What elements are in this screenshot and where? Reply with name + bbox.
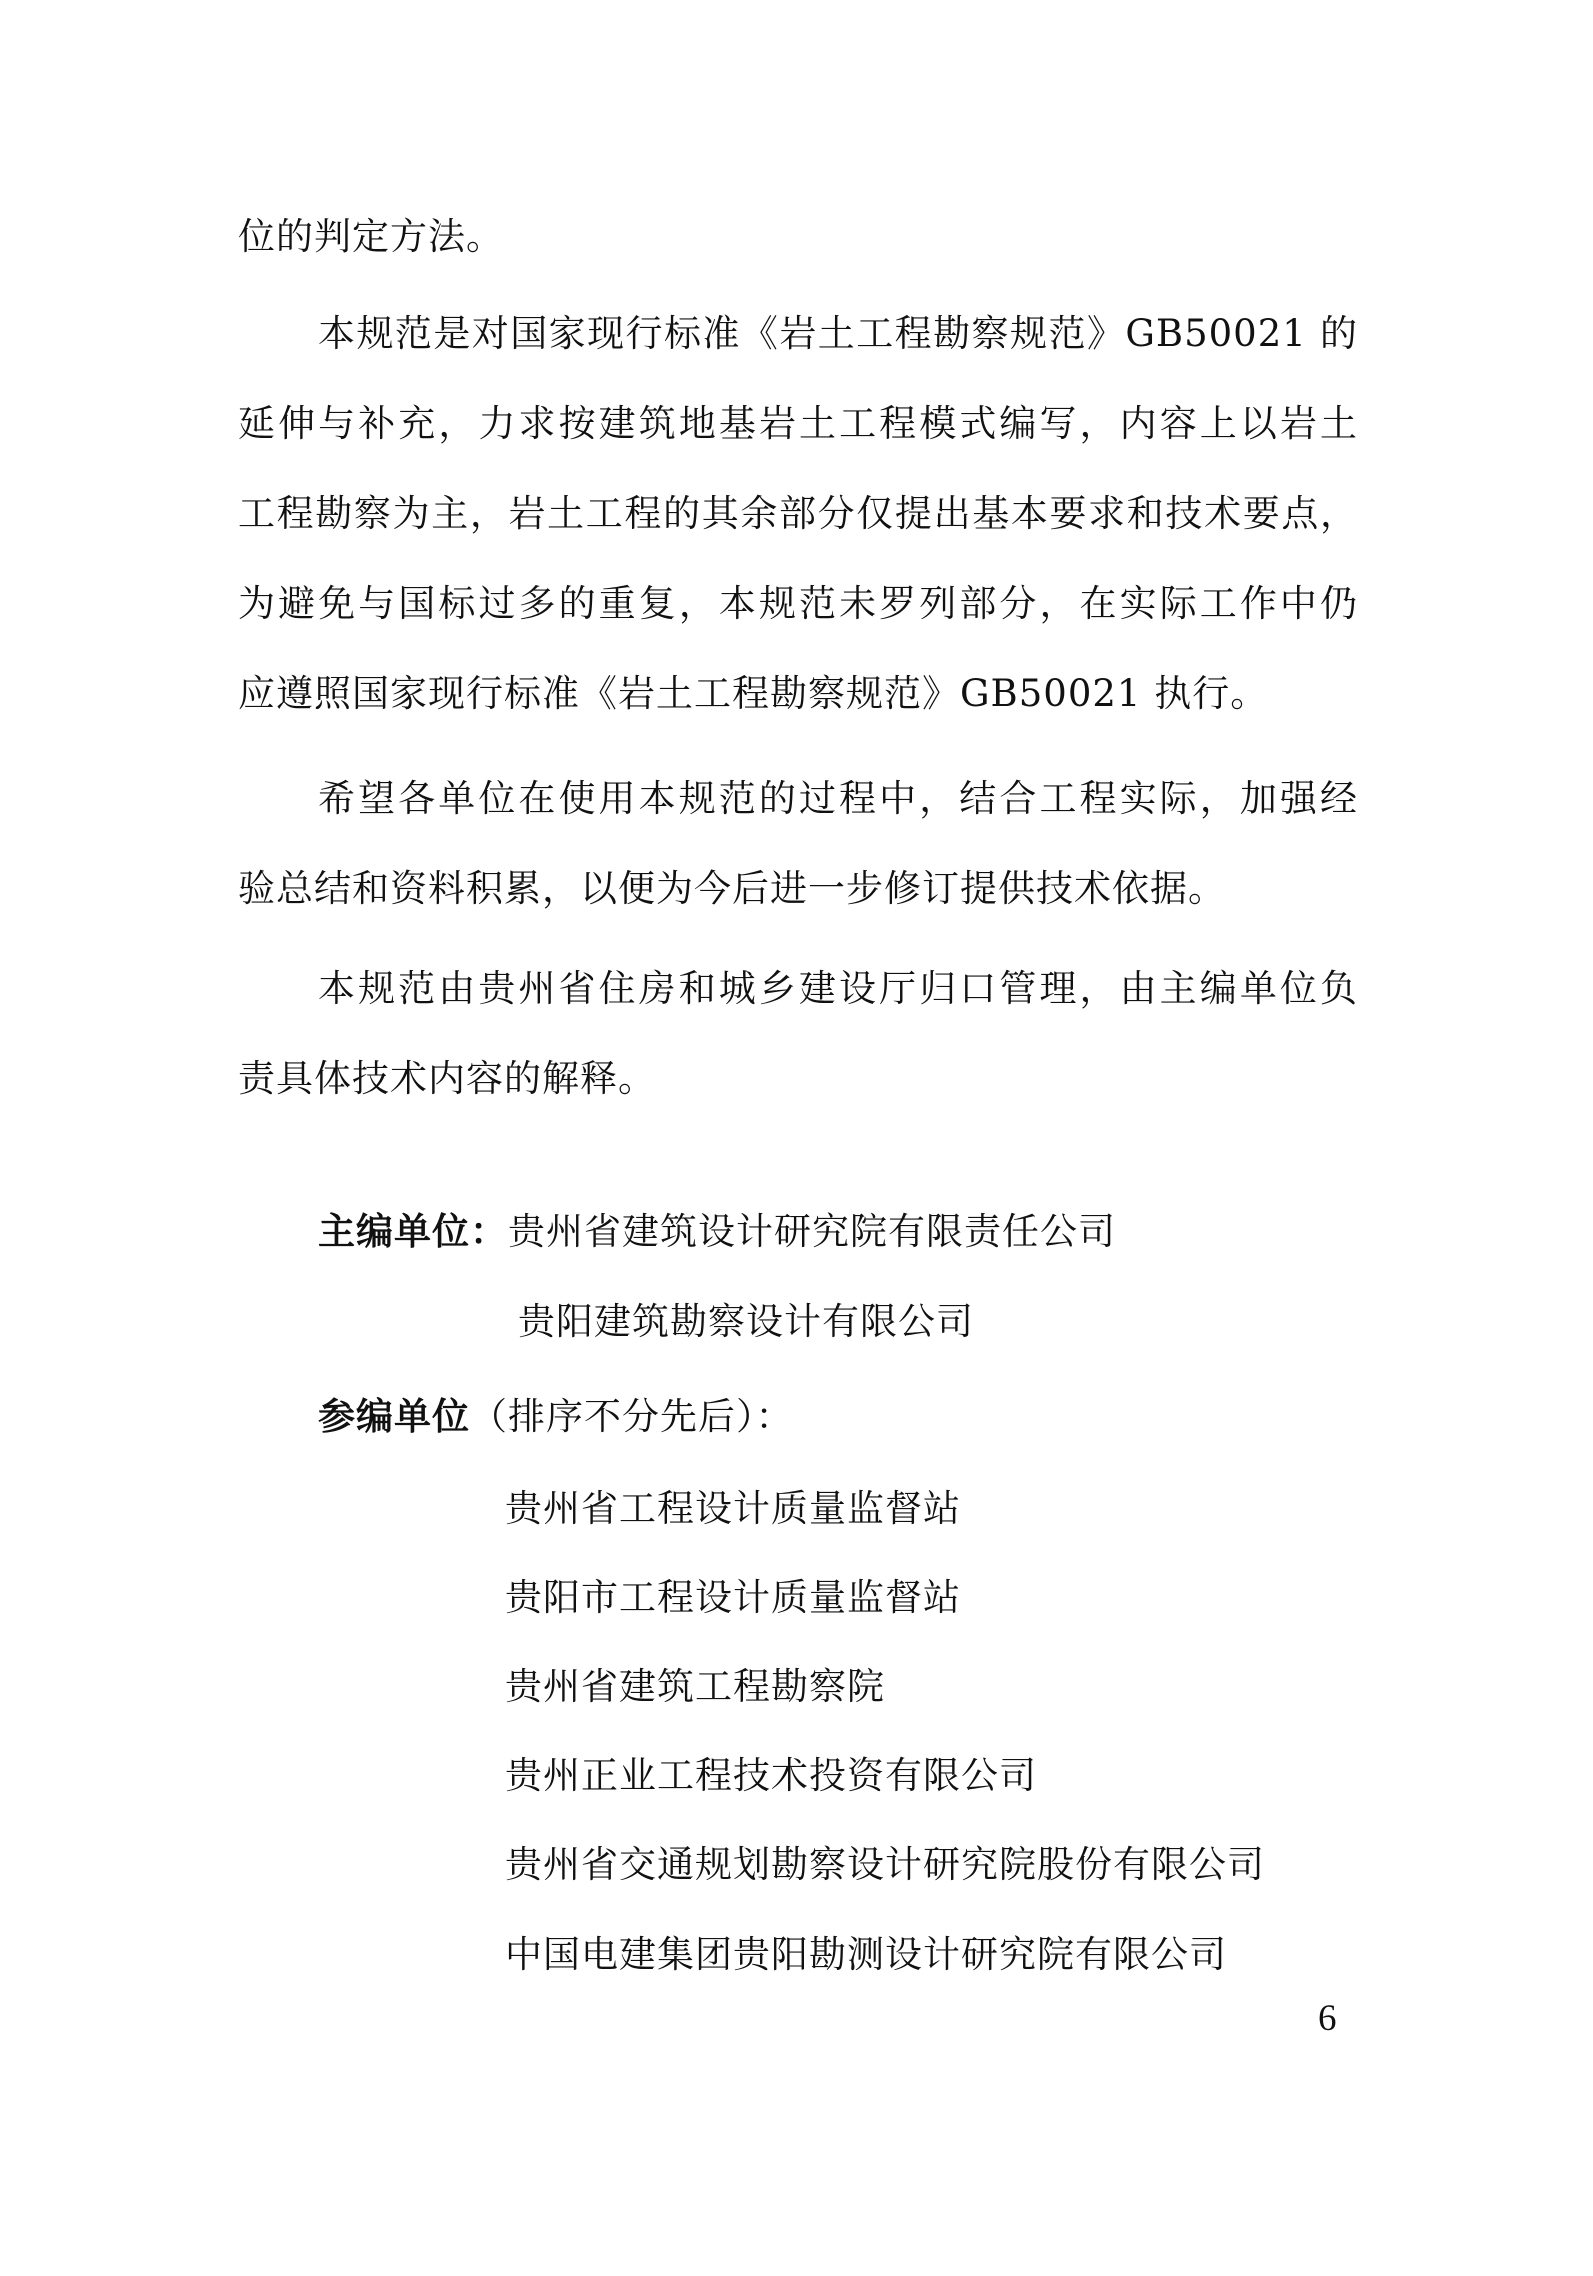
- participating-units-heading: [318, 1394, 1358, 1440]
- paragraph-line: 工程勘察为主，岩土工程的其余部分仅提出基本要求和技术要点，: [238, 492, 1358, 535]
- participating-unit-item: 中国电建集团贵阳勘测设计研究院有限公司: [505, 1933, 1227, 1976]
- chief-unit-first: 贵州省建筑设计研究院有限责任公司: [508, 1210, 1116, 1253]
- paragraph-line: 责具体技术内容的解释。: [238, 1057, 656, 1100]
- chief-units-line: [318, 1209, 1358, 1255]
- paragraph-line: 希望各单位在使用本规范的过程中，结合工程实际，加强经: [318, 777, 1358, 820]
- participating-unit-item: 贵州正业工程技术投资有限公司: [505, 1754, 1037, 1797]
- participating-unit-item: 贵阳市工程设计质量监督站: [505, 1576, 961, 1619]
- paragraph-line: 验总结和资料积累，以便为今后进一步修订提供技术依据。: [238, 867, 1226, 910]
- paragraph-line: 本规范是对国家现行标准《岩土工程勘察规范》GB50021 的: [318, 312, 1358, 355]
- participating-units-label: 参编单位: [318, 1395, 470, 1438]
- paragraph-line: 为避免与国标过多的重复，本规范未罗列部分，在实际工作中仍: [238, 582, 1358, 625]
- paragraph-line: 应遵照国家现行标准《岩土工程勘察规范》GB50021 执行。: [238, 672, 1269, 715]
- page-number: 6: [1318, 1998, 1337, 2039]
- paragraph-line: 延伸与补充，力求按建筑地基岩土工程模式编写，内容上以岩土: [238, 402, 1358, 445]
- chief-units-label: 主编单位：: [318, 1210, 508, 1253]
- participating-unit-item: 贵州省交通规划勘察设计研究院股份有限公司: [505, 1843, 1265, 1886]
- participating-unit-item: 贵州省工程设计质量监督站: [505, 1487, 961, 1530]
- chief-unit-second: 贵阳建筑勘察设计有限公司: [518, 1300, 974, 1343]
- paragraph-line: 本规范由贵州省住房和城乡建设厅归口管理，由主编单位负: [318, 967, 1358, 1010]
- participating-units-note: （排序不分先后）：: [470, 1395, 794, 1438]
- participating-unit-item: 贵州省建筑工程勘察院: [505, 1665, 885, 1708]
- paragraph-line: 位的判定方法。: [238, 215, 504, 258]
